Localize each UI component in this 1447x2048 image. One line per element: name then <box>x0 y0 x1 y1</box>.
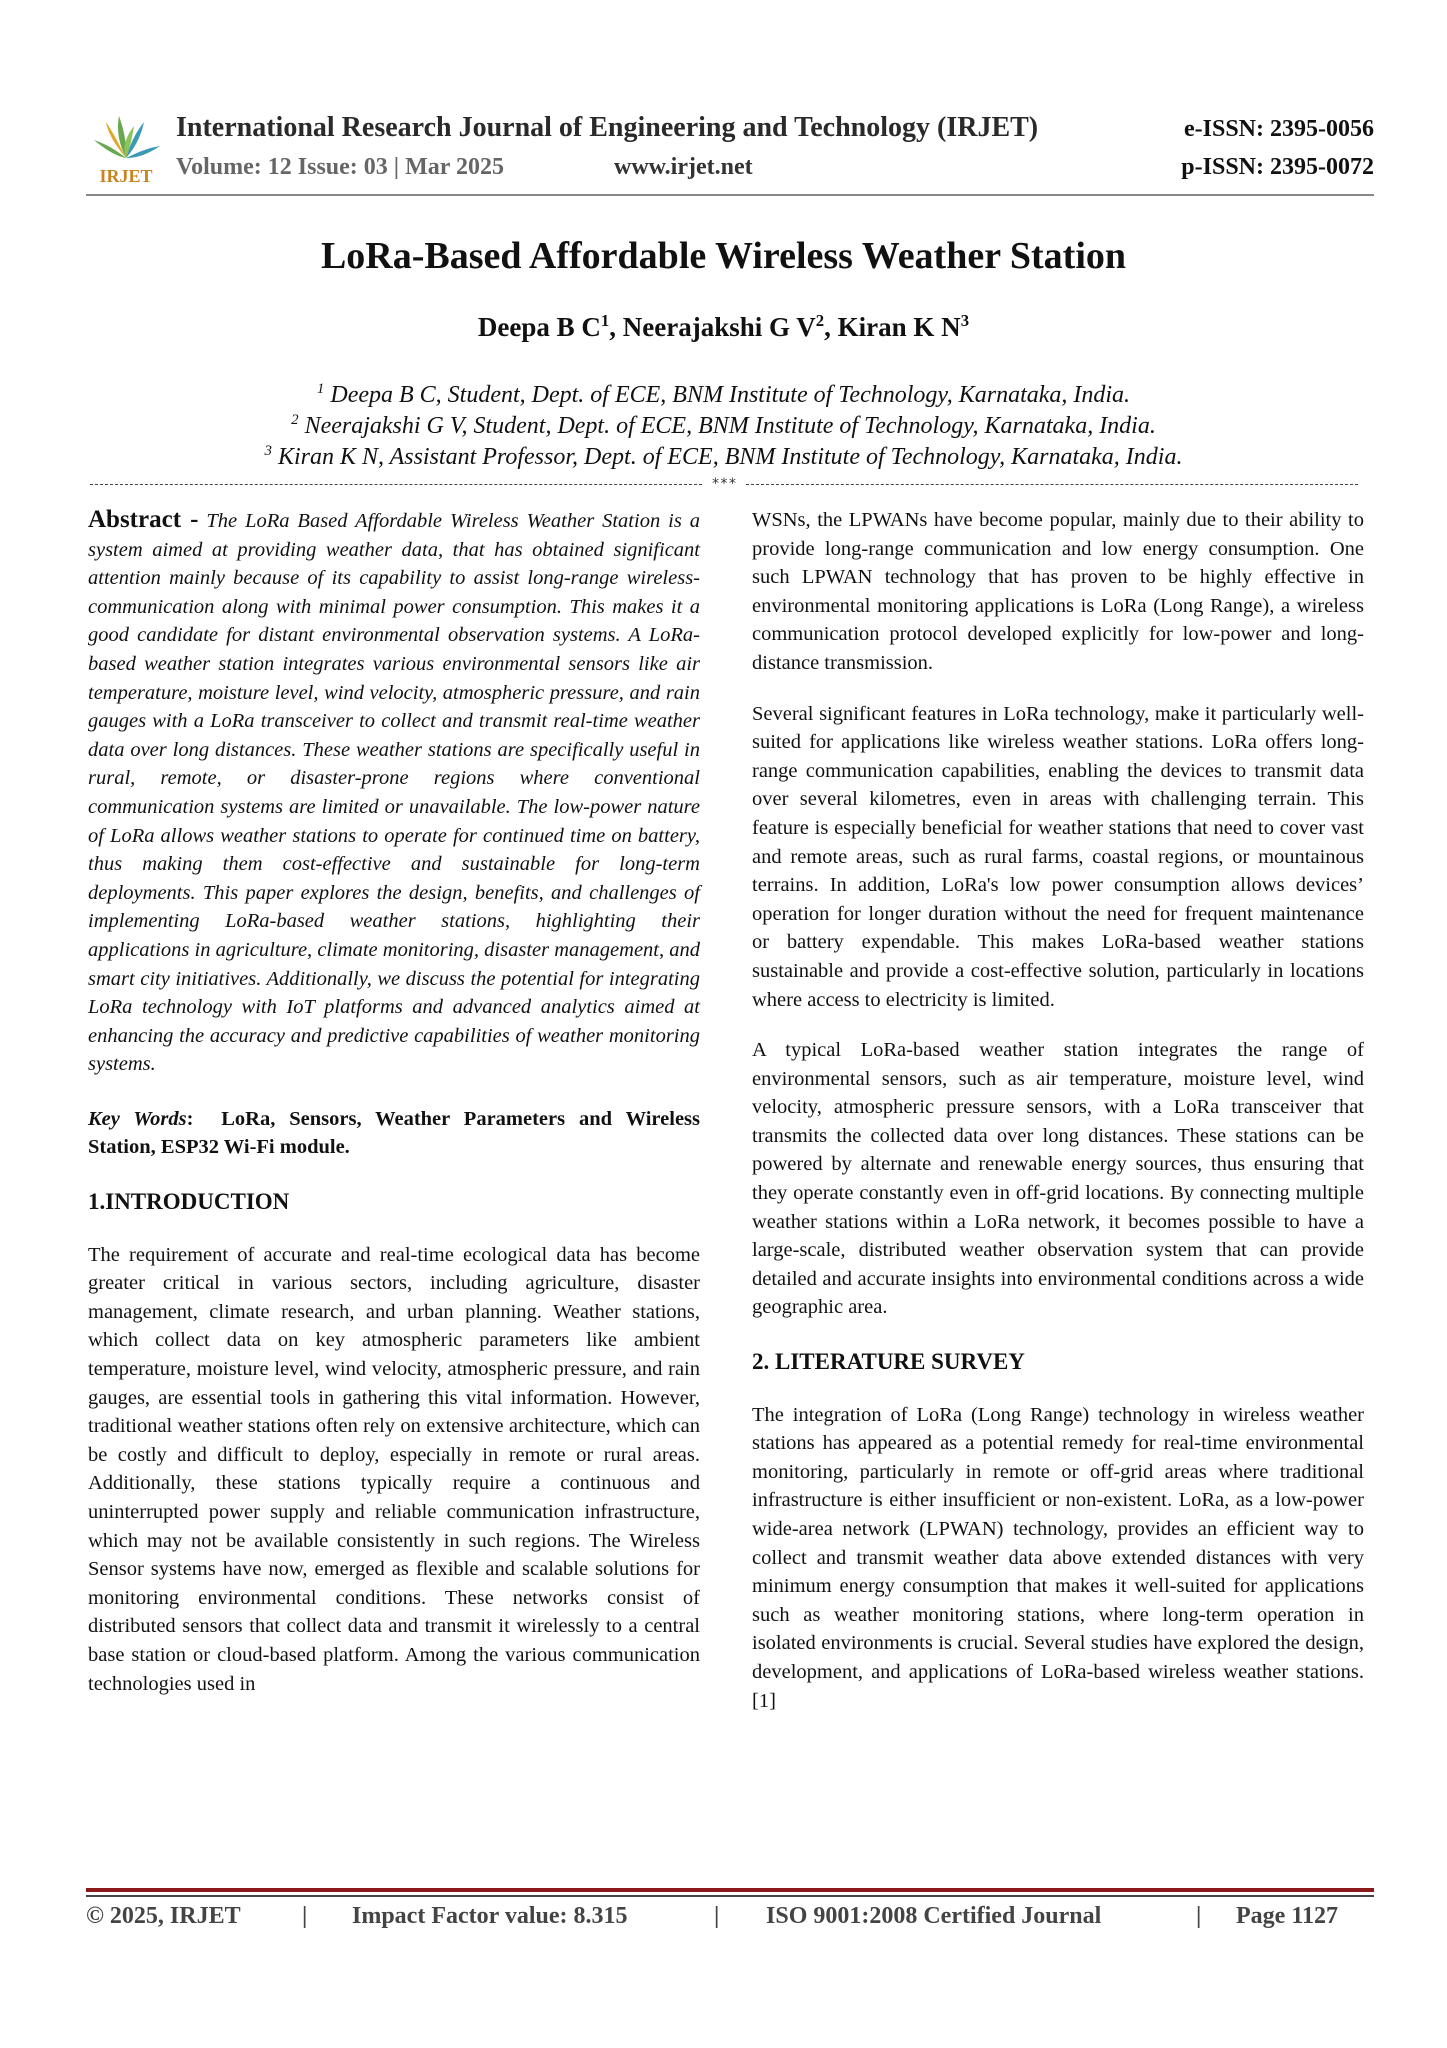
footer-separator: | <box>714 1903 720 1929</box>
affiliation-superscript: 2 <box>291 412 299 428</box>
logo-text: IRJET <box>99 166 153 186</box>
affiliation-text: Deepa B C, Student, Dept. of ECE, BNM Institute of Technology, Karnataka, India. <box>330 382 1131 408</box>
body-paragraph: WSNs, the LPWANs have become popular, mainly due to their ability to provide long-range communication and low energy consumption. One such LPWAN technology that has proven to be highly effective in environmental monitoring applications is LoRa (Long Range), a wireless communication protocol developed explicitly for low-power and long-distance transmission. <box>752 509 1364 674</box>
author-superscript: 3 <box>960 311 970 330</box>
journal-website-link[interactable]: www.irjet.net <box>614 154 753 180</box>
dashed-line-left <box>90 484 702 485</box>
dashed-line-right <box>746 484 1358 485</box>
footer-rule-red <box>86 1888 1374 1892</box>
footer-separator: | <box>1196 1903 1202 1929</box>
abstract-paragraph <box>88 506 700 1079</box>
affiliation-text: Kiran K N, Assistant Professor, Dept. of ECE, BNM Institute of Technology, Karnataka, India. <box>277 444 1183 470</box>
affiliation <box>0 382 1447 409</box>
e-issn: e-ISSN: 2395-0056 <box>1184 116 1374 142</box>
volume-issue: Volume: 12 Issue: 03 | Mar 2025 <box>176 154 504 180</box>
footer-page-number: Page 1127 <box>1236 1903 1338 1929</box>
right-column <box>752 506 1364 1715</box>
author-list: Deepa B $C^1$, Neerajakshi G $V^2$, Kiran K $N^3$ <box>477 311 970 342</box>
footer-iso: ISO 9001:2008 Certified Journal <box>766 1903 1102 1929</box>
abstract-heading: Abstract - <box>88 506 199 533</box>
affiliation-superscript: 1 <box>316 381 325 397</box>
irjet-logo <box>86 106 166 186</box>
affiliation-text: Neerajakshi G V, Student, Dept. of ECE, BNM Institute of Technology, Karnataka, India. <box>304 413 1156 439</box>
author-superscript: 1 <box>600 311 610 330</box>
author-superscript: 2 <box>815 311 825 330</box>
footer-copyright: © 2025, IRJET <box>86 1903 241 1929</box>
author-name: Deepa B C <box>477 312 601 342</box>
paper-title: LoRa-Based Affordable Wireless Weather Station <box>320 235 1127 277</box>
author-name: Neerajakshi G V <box>622 312 816 342</box>
section-heading-introduction: 1.INTRODUCTION <box>88 1189 290 1215</box>
body-paragraph: Several significant features in LoRa technology, make it particularly well-suited for applications like wireless weather stations. LoRa offers long-range communication capabilities, enabling the devices to transmit data over several kilometres, even in areas with challenging terrain. This feature is especially beneficial for weather stations that need to cover vast and remote areas, such as rural farms, coastal regions, or mountainous terrains. In addition, LoRa's low power consumption allows devices’ operation for longer duration without the need for frequent maintenance or battery expendable. This makes LoRa-based weather stations sustainable and provide a cost-effective solution, particularly in locations where access to electricity is limited. <box>752 702 1364 1011</box>
journal-header <box>86 106 1374 186</box>
divider-mark: *** <box>711 476 737 492</box>
affiliation <box>0 413 1447 440</box>
page-footer <box>86 1903 1374 1937</box>
body-paragraph: A typical LoRa-based weather station integrates the range of environmental sensors, such as air temperature, moisture level, wind velocity, atmospheric pressure sensors, with a LoRa transceiver that transmits the collected data over long distances. These stations can be powered by alternate and renewable energy sources, thus ensuring that they operate constantly even in off-grid locations. By connecting multiple weather stations within a LoRa network, it becomes possible to have a large-scale, distributed weather observation system that can provide detailed and accurate insights into environmental conditions across a wide geographic area. <box>752 1039 1364 1319</box>
body-paragraph: The requirement of accurate and real-time ecological data has become greater critical in various sectors, including agriculture, disaster management, climate research, and urban planning. Weather stations, which collect data on key atmospheric parameters like ambient temperature, moisture level, wind velocity, atmospheric pressure, and rain gauges, are essential tools in gathering this vital information. However, traditional weather stations often rely on extensive architecture, which can be costly and difficult to deploy, especially in remote or rural areas. Additionally, these stations typically require a continuous and uninterrupted power supply and reliable communication infrastructure, which may not be available consistently in such regions. The Wireless Sensor systems have now, emerged as flexible and scalable solutions for monitoring environmental conditions. These networks consist of distributed sensors that collect data and transmit it wirelessly to a central base station or cloud-based platform. Among the various communication technologies used in <box>88 1243 700 1695</box>
affiliation <box>0 444 1447 471</box>
section-divider <box>90 472 1358 496</box>
p-issn: p-ISSN: 2395-0072 <box>1181 154 1374 180</box>
abstract-text: The LoRa Based Affordable Wireless Weather Station is a system aimed at providing weather data, that has obtained significant attention mainly because of its capability to assist long-range wireless-communication along with minimal power consumption. This makes it a good candidate for distant environmental observation systems. A LoRa-based weather station integrates various environmental sensors like air temperature, moisture level, wind velocity, atmospheric pressure, and rain gauges with a LoRa transceiver to collect and transmit real-time weather data over long distances. These weather stations are specifically useful in rural, remote, or disaster-prone regions where conventional communication systems are limited or unavailable. The low-power nature of LoRa allows weather stations to operate for continued time on battery, thus making them cost-effective and sustainable for long-term deployments. This paper explores the design, benefits, and challenges of implementing LoRa-based weather stations, highlighting their applications in agriculture, climate monitoring, disaster management, and smart city initiatives. Additionally, we discuss the potential for integrating LoRa technology with IoT platforms and advanced analytics aimed at enhancing the accuracy and predictive capabilities of weather monitoring systems. <box>88 510 700 1076</box>
footer-rule-dark <box>86 1895 1374 1897</box>
left-column <box>88 506 700 1698</box>
header-divider <box>86 194 1374 196</box>
keywords-text: LoRa, Sensors, Weather Parameters and Wireless Station, ESP32 Wi-Fi module. <box>88 1107 700 1159</box>
section-heading-literature-survey: 2. LITERATURE SURVEY <box>752 1349 1025 1375</box>
author-name: Kiran K N <box>837 312 961 342</box>
keywords-label: Key Words <box>88 1107 187 1130</box>
body-paragraph: The integration of LoRa (Long Range) technology in wireless weather stations has appeared as a potential remedy for real-time environmental monitoring, particularly in remote or off-grid areas where traditional infrastructure is either insufficient or non-existent. LoRa, as a low-power wide-area network (LPWAN) technology, provides an efficient way to collect and transmit weather data above extended distances with very minimum energy consumption that makes it well-suited for applications such as weather monitoring stations, where long-term operation in isolated environments is crucial. Several studies have explored the design, development, and applications of LoRa-based wireless weather stations.[1] <box>752 1403 1364 1712</box>
footer-separator: | <box>302 1903 308 1929</box>
affiliation-superscript: 3 <box>264 443 272 459</box>
footer-impact-factor: Impact Factor value: 8.315 <box>352 1903 628 1929</box>
journal-name: International Research Journal of Engineering and Technology (IRJET) <box>176 112 1039 143</box>
keywords-paragraph: Key Words: LoRa, Sensors, Weather Parameters and Wireless Station, ESP32 Wi-Fi module. <box>88 1107 700 1159</box>
